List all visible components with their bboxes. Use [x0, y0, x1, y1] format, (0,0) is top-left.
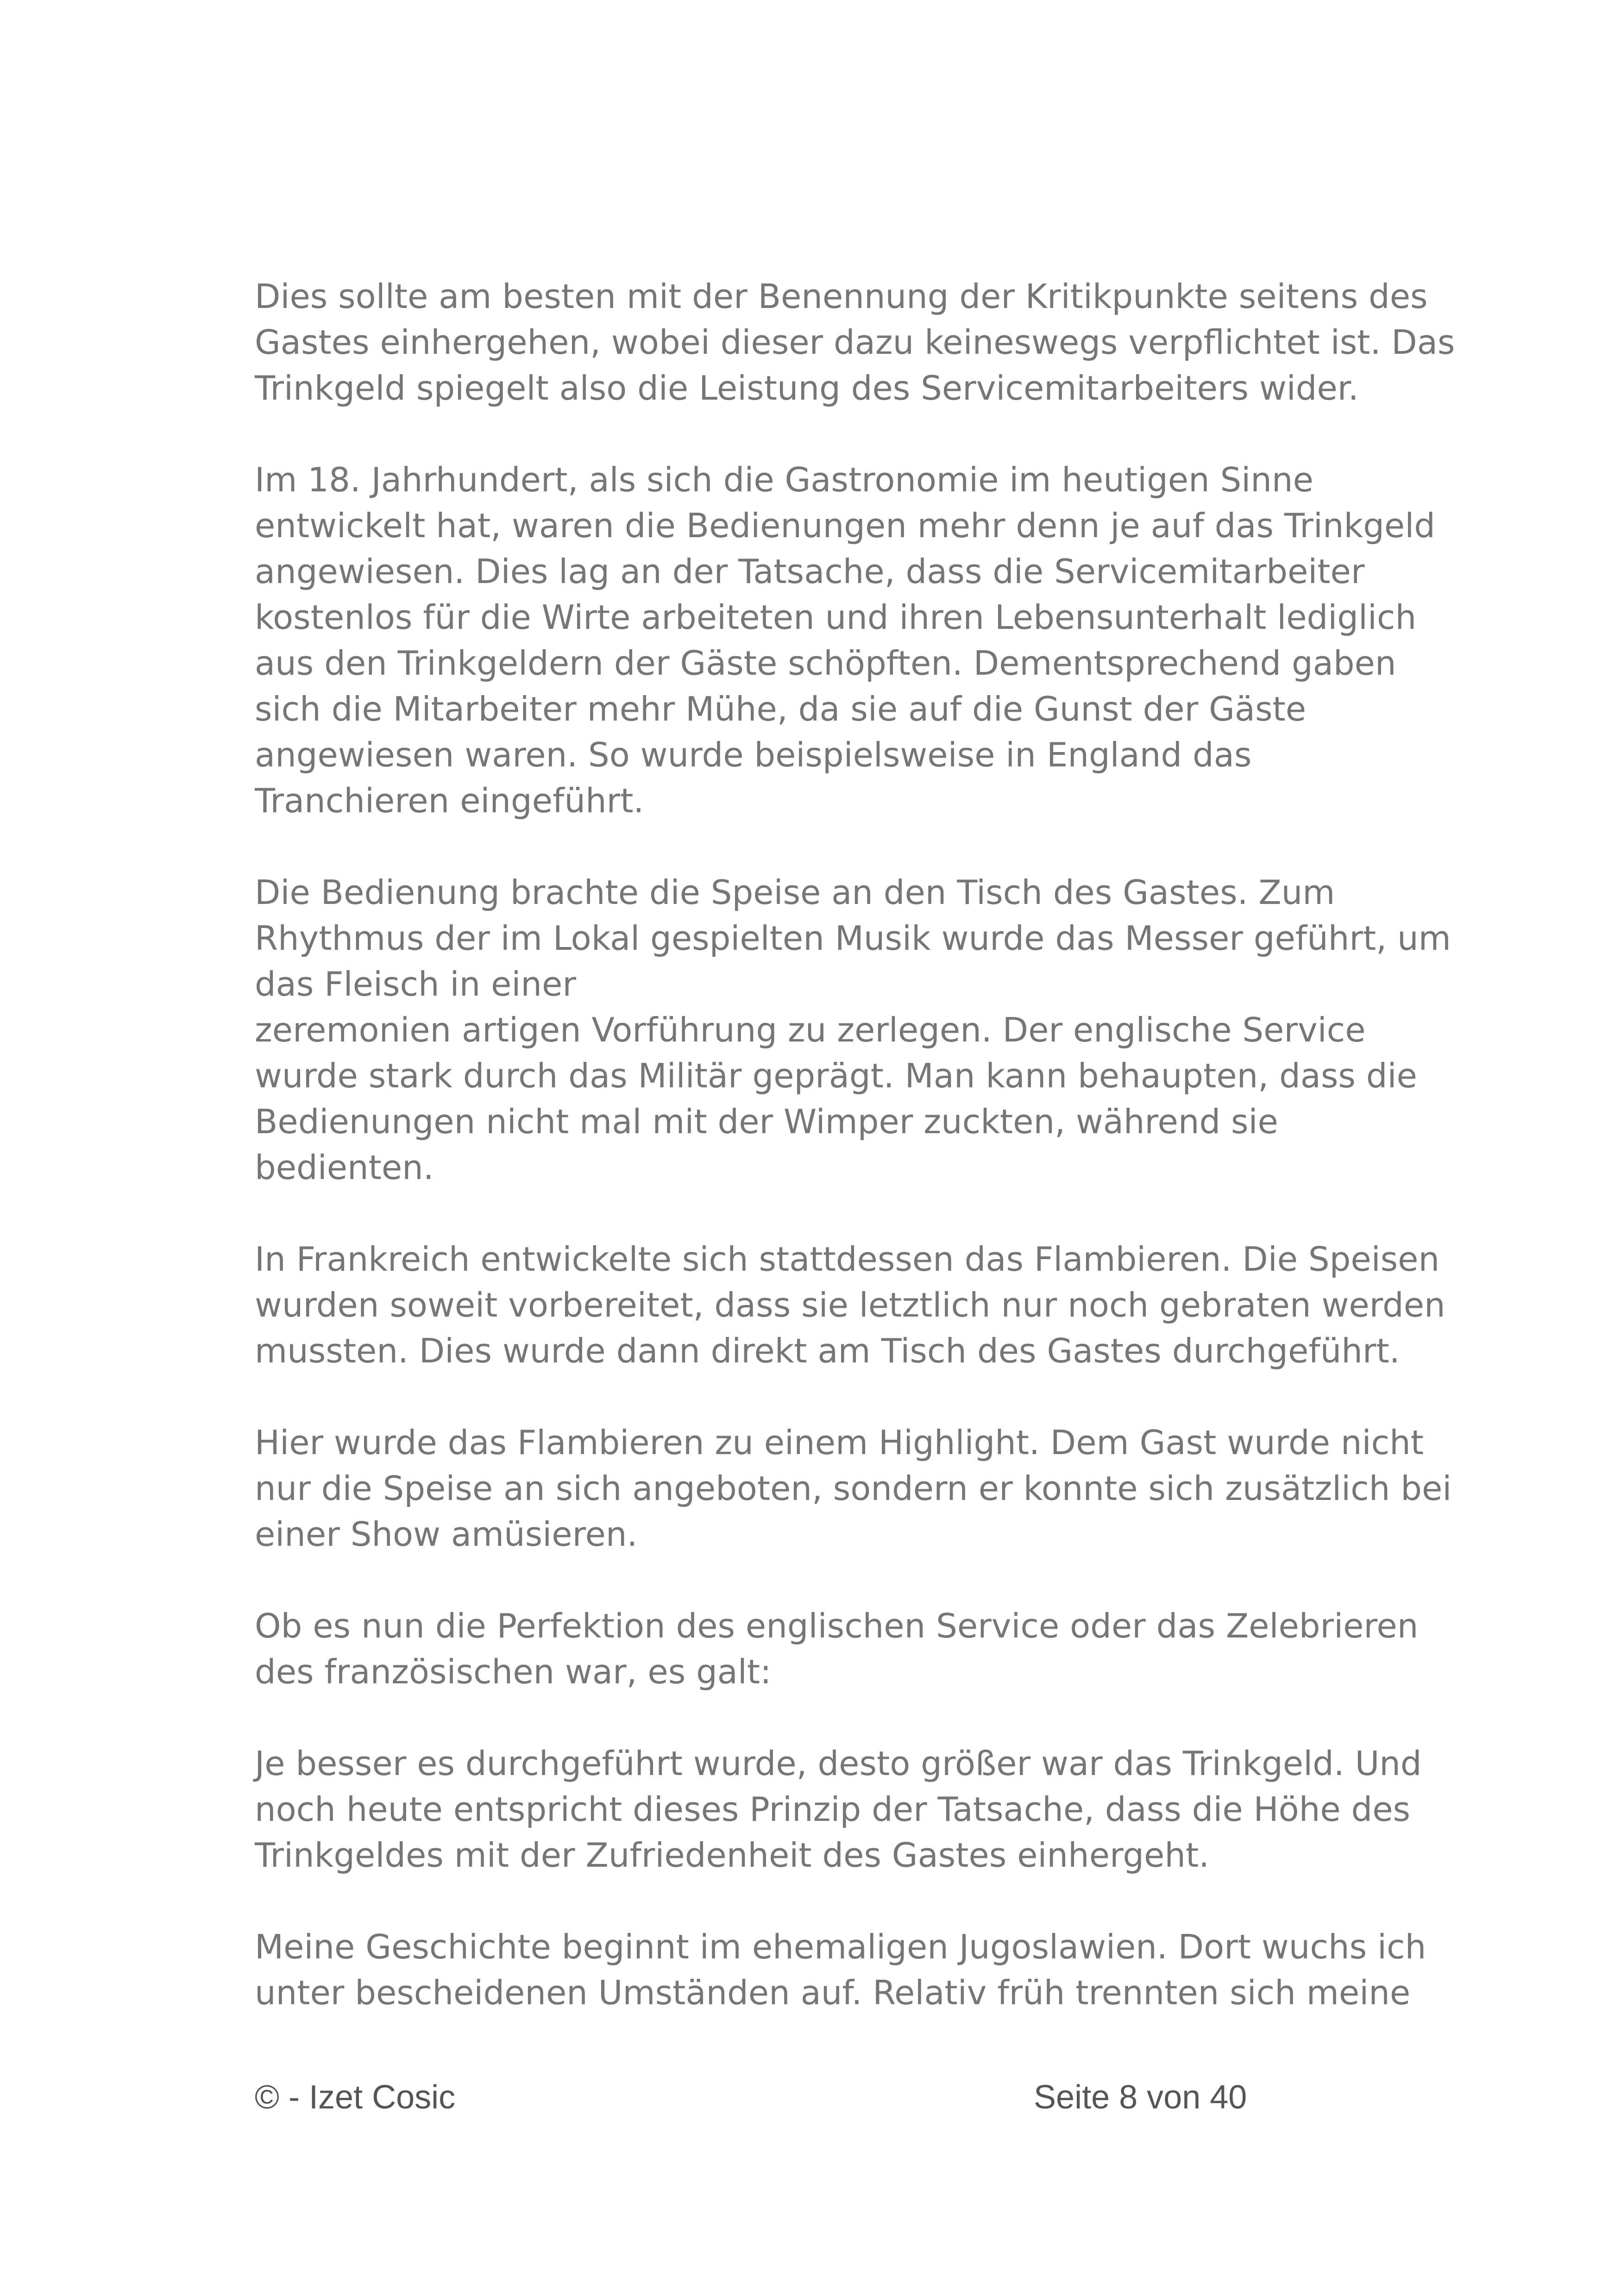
text-line: Ob es nun die Perfektion des englischen Service oder das Zelebrieren [255, 1606, 1419, 1645]
footer-copyright: © - Izet Cosic [255, 2079, 456, 2116]
paragraph-gap [255, 411, 1450, 457]
text-line: Im 18. Jahrhundert, als sich die Gastronomie im heutigen Sinne [255, 460, 1313, 499]
text-line: Je besser es durchgeführt wurde, desto größer war das Trinkgeld. Und [255, 1744, 1422, 1783]
paragraph [255, 457, 1450, 824]
text-line: Trinkgeld spiegelt also die Leistung des Servicemitarbeiters wider. [255, 369, 1359, 408]
text-line: kostenlos für die Wirte arbeiteten und ihren Lebensunterhalt lediglich [255, 598, 1417, 637]
paragraph [255, 1603, 1450, 1695]
text-line: Meine Geschichte beginnt im ehemaligen Jugoslawien. Dort wuchs ich [255, 1927, 1426, 1966]
paragraph [255, 1924, 1450, 2016]
text-line: einer Show amüsieren. [255, 1515, 638, 1554]
paragraph [255, 1741, 1450, 1878]
text-line: das Fleisch in einer [255, 965, 576, 1004]
paragraph-gap [255, 1557, 1450, 1603]
paragraph-gap [255, 1191, 1450, 1236]
text-line: Bedienungen nicht mal mit der Wimper zuckten, während sie [255, 1102, 1278, 1141]
text-line: Trinkgeldes mit der Zufriedenheit des Gastes einhergeht. [255, 1836, 1210, 1875]
text-line: Tranchieren eingeführt. [255, 781, 644, 820]
document-body [255, 274, 1455, 2016]
paragraph-gap [255, 824, 1450, 870]
paragraph [255, 870, 1450, 1191]
text-line: In Frankreich entwickelte sich stattdessen das Flambieren. Die Speisen [255, 1240, 1440, 1279]
text-line: Dies sollte am besten mit der Benennung der Kritikpunkte seitens des [255, 277, 1428, 316]
text-line: mussten. Dies wurde dann direkt am Tisch des Gastes durchgeführt. [255, 1331, 1400, 1370]
text-line: Hier wurde das Flambieren zu einem Highlight. Dem Gast wurde nicht [255, 1423, 1424, 1462]
text-line: aus den Trinkgeldern der Gäste schöpften. Dementsprechend gaben [255, 644, 1396, 683]
text-line: unter bescheidenen Umständen auf. Relativ früh trennten sich meine [255, 1973, 1411, 2012]
paragraph [255, 1420, 1450, 1557]
text-line: angewiesen waren. So wurde beispielsweise in England das [255, 735, 1252, 774]
paragraph-gap [255, 1695, 1450, 1741]
text-line: noch heute entspricht dieses Prinzip der Tatsache, dass die Höhe des [255, 1790, 1411, 1829]
text-line: zeremonien artigen Vorführung zu zerlegen. Der englische Service [255, 1010, 1366, 1049]
text-line: bedienten. [255, 1148, 434, 1187]
text-line: Die Bedienung brachte die Speise an den Tisch des Gastes. Zum [255, 873, 1335, 912]
text-line: entwickelt hat, waren die Bedienungen mehr denn je auf das Trinkgeld [255, 506, 1435, 545]
text-line: angewiesen. Dies lag an der Tatsache, dass die Servicemitarbeiter [255, 552, 1365, 591]
text-line: Gastes einhergehen, wobei dieser dazu keineswegs verpflichtet ist. Das [255, 323, 1455, 362]
footer-page-number: Seite 8 von 40 [1034, 2079, 1247, 2116]
paragraph-gap [255, 1374, 1450, 1420]
text-line: wurde stark durch das Militär geprägt. Man kann behaupten, dass die [255, 1056, 1417, 1095]
text-line: des französischen war, es galt: [255, 1652, 772, 1691]
text-line: Rhythmus der im Lokal gespielten Musik wurde das Messer geführt, um [255, 919, 1451, 958]
paragraph [255, 274, 1455, 411]
text-line: nur die Speise an sich angeboten, sondern er konnte sich zusätzlich bei [255, 1469, 1452, 1508]
text-line: wurden soweit vorbereitet, dass sie letztlich nur noch gebraten werden [255, 1286, 1445, 1324]
paragraph [255, 1236, 1450, 1374]
paragraph-gap [255, 1878, 1450, 1924]
text-line: sich die Mitarbeiter mehr Mühe, da sie auf die Gunst der Gäste [255, 690, 1307, 728]
